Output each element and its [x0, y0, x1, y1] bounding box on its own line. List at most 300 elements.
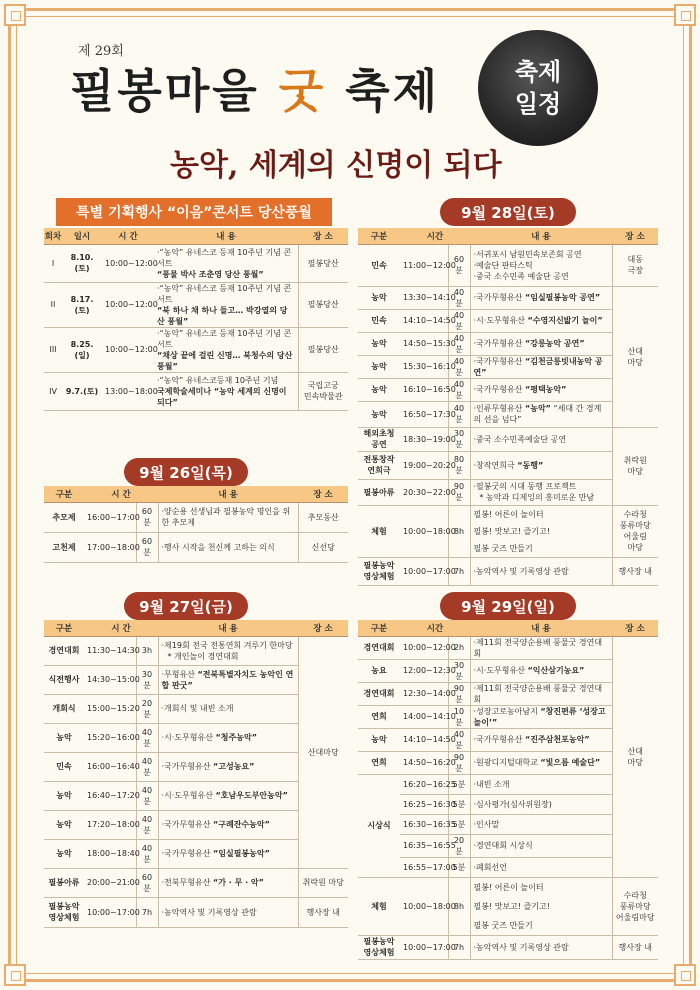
content-line: ·예술단 판타스틱 [473, 260, 533, 270]
content-pre: ·필봉굿의 시대 동행 프로젝트 [473, 482, 577, 491]
duration: 7h [136, 897, 158, 927]
content-line: 필봉! 어른이 놀이터 [473, 882, 544, 892]
category: 농악 [44, 781, 84, 810]
content [158, 781, 298, 810]
duration: 40분 [136, 723, 158, 752]
col-header: 구분 [44, 620, 84, 636]
content: ·농악역사 및 기록영상 관람 [158, 897, 298, 927]
content-pre: ·국가무형유산 [473, 735, 523, 744]
time: 10:00~18:00 [400, 505, 448, 557]
content [470, 877, 612, 935]
content-pre: ·전북무형유산 [161, 878, 211, 887]
content [154, 372, 298, 410]
category: 식전행사 [44, 665, 84, 694]
category: 농악 [358, 378, 400, 401]
content-line: 필봉! 어른이 놀이터 [473, 509, 544, 519]
duration: 60분 [136, 868, 158, 897]
content-sub: * 개인놀이 경연대회 [167, 651, 239, 661]
time: 16:35~16:55 [400, 834, 448, 857]
duration: 90분 [448, 682, 470, 705]
duration: 40분 [448, 332, 470, 355]
time: 10:00~17:00 [84, 897, 136, 927]
duration: 90분 [448, 751, 470, 774]
time: 16:10~16:50 [400, 378, 448, 401]
content [154, 282, 298, 327]
content [154, 244, 298, 282]
col-header: 내 용 [158, 620, 298, 636]
title-date: 9월 29일 [461, 597, 527, 616]
content-pre: ·시·도무형유산 [161, 733, 213, 742]
content [470, 505, 612, 557]
col-header: 시 간 [102, 228, 154, 244]
time: 14:30~15:00 [84, 665, 136, 694]
date: 9.7.(토) [62, 372, 102, 410]
category: 농악 [358, 728, 400, 751]
place: 필봉당산 [298, 327, 348, 372]
place: 행사장 내 [612, 557, 658, 585]
duration: 60분 [136, 502, 158, 532]
duration: 60분 [136, 532, 158, 562]
category: 개회식 [44, 694, 84, 723]
content [158, 665, 298, 694]
col-header: 구분 [44, 486, 84, 502]
content-pre: ·원광디지털대학교 [473, 758, 538, 767]
content-main: “전북특별자치도 농악인 연합 판굿” [161, 669, 294, 690]
title-date: 9월 26일 [139, 463, 205, 482]
time: 16:25~16:30 [400, 794, 448, 814]
category: 필봉아류 [358, 479, 400, 505]
duration: 8h [448, 877, 470, 935]
duration: 8h [448, 505, 470, 557]
content: ·농악역사 및 기록영상 관람 [470, 557, 612, 585]
content-pre: ·국가무형유산 [473, 339, 523, 348]
corner-ornament [4, 4, 26, 26]
time: 16:30~16:35 [400, 814, 448, 834]
duration: 40분 [136, 781, 158, 810]
logo-part: 축제 [345, 64, 441, 118]
duration: 20분 [136, 694, 158, 723]
special-event-table [44, 228, 348, 411]
category: 농악 [358, 401, 400, 427]
place: 산대마당 [298, 636, 348, 868]
table-row [44, 372, 348, 410]
day29-title [440, 592, 576, 620]
special-event-title: 특별 기획행사 “이음”콘서트 당산풍월 [56, 198, 332, 226]
table-row [358, 505, 658, 557]
content [470, 286, 612, 309]
logo-part: 필봉마을 [70, 64, 260, 118]
content-pre: ·“농악” 유네스코 등재 10주년 기념 콘서트 [157, 247, 292, 268]
time: 17:20~18:00 [84, 810, 136, 839]
content [154, 327, 298, 372]
duration: 60분 [448, 244, 470, 286]
content-pre: ·성장고로농아남지 [473, 706, 538, 716]
content [470, 309, 612, 332]
category: 경연대회 [358, 682, 400, 705]
category: 농악 [358, 355, 400, 378]
col-header: 회차 [44, 228, 62, 244]
col-header: 내 용 [470, 228, 612, 244]
col-header: 장 소 [298, 486, 348, 502]
time: 12:30~14:00 [400, 682, 448, 705]
day27-title [124, 592, 248, 620]
content: ·심사평가(심사위원장) [470, 794, 612, 814]
time: 20:30~22:00 [400, 479, 448, 505]
category: 해외초청 공연 [358, 427, 400, 451]
table-row [358, 877, 658, 935]
content-pre: ·인류무형유산 [473, 404, 523, 413]
content [158, 839, 298, 868]
content [158, 636, 298, 665]
category: 필봉농악 영상체험 [358, 935, 400, 959]
duration: 40분 [448, 728, 470, 751]
festival-logo [70, 55, 440, 121]
time: 13:00~18:00 [102, 372, 154, 410]
duration: 40분 [448, 378, 470, 401]
content [470, 705, 612, 728]
time: 16:00~17:00 [84, 502, 136, 532]
edition-label: 제 29회 [78, 44, 124, 59]
place: 산대 마당 [612, 286, 658, 427]
col-header: 시 간 [84, 486, 158, 502]
date: 8.10.(토) [62, 244, 102, 282]
duration: 3h [136, 636, 158, 665]
round: I [44, 244, 62, 282]
table-row [358, 286, 658, 309]
time: 14:10~14:50 [400, 309, 448, 332]
content [470, 355, 612, 378]
category: 연희 [358, 751, 400, 774]
content [470, 479, 612, 505]
time: 19:00~20:20 [400, 451, 448, 479]
day26-title [124, 458, 248, 486]
badge-line: 일정 [514, 90, 562, 118]
time: 16:40~17:20 [84, 781, 136, 810]
duration: 5분 [448, 774, 470, 794]
duration: 40분 [448, 401, 470, 427]
duration: 40분 [448, 286, 470, 309]
corner-ornament [674, 4, 696, 26]
table-row [44, 327, 348, 372]
content: ·중국 소수민족예술단 공연 [470, 427, 612, 451]
content-main: “익산삼기농요” [527, 666, 585, 675]
content-main: “채상 끝에 걸린 신명… 북청수의 당산 풍월” [157, 350, 293, 371]
content: ·개회식 및 내빈 소개 [158, 694, 298, 723]
content-sub: * 농악과 디제잉의 흥미로운 만남 [479, 493, 595, 502]
place: 수라청 풍류마당 어울림마당 [612, 877, 658, 935]
schedule-badge [478, 30, 598, 146]
time: 10:00~12:00 [102, 282, 154, 327]
duration: 7h [448, 935, 470, 959]
time: 10:00~12:00 [102, 244, 154, 282]
time: 18:30~19:00 [400, 427, 448, 451]
slogan: 농악, 세계의 신명이 되다 [170, 148, 502, 183]
corner-ornament [4, 964, 26, 986]
duration: 30분 [136, 665, 158, 694]
content [158, 752, 298, 781]
col-header: 시 간 [84, 620, 158, 636]
duration: 40분 [448, 355, 470, 378]
content: ·행사 시작을 천신께 고하는 의식 [158, 532, 298, 562]
content-line: ·중국 소수민족 예술단 공연 [473, 271, 569, 281]
duration: 2h [448, 636, 470, 659]
category: 농악 [44, 839, 84, 868]
time: 11:00~12:00 [400, 244, 448, 286]
content-main: “가 · 무 · 악” [212, 878, 264, 887]
content-main: “구례잔수농악” [212, 820, 270, 829]
content-main: “김천금릉빗내농악 공연” [473, 356, 603, 377]
day29-table [358, 620, 658, 960]
time: 15:20~16:00 [84, 723, 136, 752]
round: III [44, 327, 62, 372]
col-header: 구분 [358, 228, 400, 244]
col-header: 장 소 [612, 228, 658, 244]
col-header: 장 소 [298, 620, 348, 636]
title-date: 9월 28일 [461, 203, 527, 222]
col-header: 내 용 [470, 620, 612, 636]
time: 10:00~17:00 [400, 935, 448, 959]
col-header: 시간 [400, 620, 470, 636]
duration: 90분 [448, 479, 470, 505]
content-pre: ·국가무형유산 [161, 820, 211, 829]
table-row [44, 502, 348, 532]
content-pre: ·시·도무형유산 [473, 316, 525, 325]
category: 시상식 [358, 774, 400, 877]
category: 고천제 [44, 532, 84, 562]
table-row [44, 282, 348, 327]
content-pre: ·국가무형유산 [161, 762, 211, 771]
content [470, 659, 612, 682]
time: 10:00~17:00 [400, 557, 448, 585]
content: ·인사말 [470, 814, 612, 834]
title-day: (금) [204, 597, 233, 616]
content: ·내빈 소개 [470, 774, 612, 794]
category: 연희 [358, 705, 400, 728]
table-row [44, 868, 348, 897]
duration: 40분 [136, 810, 158, 839]
time: 14:10~14:50 [400, 728, 448, 751]
content-pre: ·“농악” 유네스코 등재 10주년 기념 콘서트 [157, 328, 292, 349]
category: 농요 [358, 659, 400, 682]
time: 10:00~12:00 [102, 327, 154, 372]
time: 16:50~17:30 [400, 401, 448, 427]
content-main: “북 하나 채 하나 들고… 박강열의 당산 풍월” [157, 305, 288, 326]
content-main: “청주농악” [215, 733, 257, 742]
table-row [358, 636, 658, 659]
content-pre: ·제19회 전국 전통연희 겨루기 한마당 [161, 640, 293, 650]
content-line: ·서귀포시 남원민속보존회 공연 [473, 249, 582, 259]
duration: 30분 [448, 427, 470, 451]
col-header: 구분 [358, 620, 400, 636]
content-main: “임실필봉농악” [212, 849, 270, 858]
time: 12:00~12:30 [400, 659, 448, 682]
col-header: 내 용 [158, 486, 298, 502]
duration: 40분 [136, 752, 158, 781]
time: 17:00~18:00 [84, 532, 136, 562]
content-pre: ·“농악” 유네스코등재 10주년 기념 [157, 375, 279, 385]
content-main: “평택농악” [524, 385, 567, 394]
place: 행사장 내 [298, 897, 348, 927]
place: 대동 극장 [612, 244, 658, 286]
category: 민속 [358, 309, 400, 332]
table-row [358, 935, 658, 959]
duration: 80분 [448, 451, 470, 479]
content-pre: ·창작연희극 [473, 460, 515, 470]
duration: 7h [448, 557, 470, 585]
day28-table [358, 228, 658, 586]
col-header: 시간 [400, 228, 470, 244]
duration: 40분 [136, 839, 158, 868]
content [470, 378, 612, 401]
content-main: “빛으름 예술단” [540, 758, 601, 767]
day26-table [44, 486, 348, 563]
content-main: 국제학술세미나 “농악 세계의 신명이 되다” [157, 386, 287, 407]
content-main: “진주삼천포농악” [524, 735, 590, 744]
content-pre: ·“농악” 유네스코 등재 10주년 기념 콘서트 [157, 283, 292, 304]
table-row [44, 532, 348, 562]
title-date: 9월 27일 [139, 597, 205, 616]
table-row [358, 427, 658, 451]
content-pre: ·시·도무형유산 [161, 791, 213, 800]
place: 국립고궁 민속박물관 [298, 372, 348, 410]
time: 14:50~15:30 [400, 332, 448, 355]
place: 행사장 내 [612, 935, 658, 959]
col-header: 장 소 [298, 228, 348, 244]
category: 농악 [358, 332, 400, 355]
category: 민속 [44, 752, 84, 781]
category: 경연대회 [358, 636, 400, 659]
content [158, 868, 298, 897]
title-day: (토) [526, 203, 555, 222]
table-row [44, 897, 348, 927]
content: ·경연대회 시상식 [470, 834, 612, 857]
title-day: (일) [526, 597, 555, 616]
content-main: “창진편류 ‘성장고놀이’” [473, 706, 606, 727]
content [158, 723, 298, 752]
duration: 5분 [448, 794, 470, 814]
content-pre: ·시·도무형유산 [473, 666, 525, 675]
content [158, 810, 298, 839]
category: 농악 [358, 286, 400, 309]
content [470, 728, 612, 751]
time: 16:00~16:40 [84, 752, 136, 781]
time: 18:00~18:40 [84, 839, 136, 868]
category: 필봉농악 영상체험 [358, 557, 400, 585]
content [470, 332, 612, 355]
content [470, 451, 612, 479]
place: 필봉당산 [298, 244, 348, 282]
time: 16:20~16:25 [400, 774, 448, 794]
content-line: 필봉! 맛보고! 즐기고! [473, 901, 551, 911]
category: 체험 [358, 505, 400, 557]
corner-ornament [674, 964, 696, 986]
content: ·제11회 전국양순용배 풍물굿 경연대회 [470, 636, 612, 659]
category: 민속 [358, 244, 400, 286]
duration: 20분 [448, 834, 470, 857]
duration: 5분 [448, 814, 470, 834]
round: II [44, 282, 62, 327]
title-day: (목) [204, 463, 233, 482]
col-header: 일시 [62, 228, 102, 244]
place: 추모동산 [298, 502, 348, 532]
category: 추모제 [44, 502, 84, 532]
time: 16:55~17:00 [400, 857, 448, 877]
place: 산대 마당 [612, 636, 658, 877]
content-main: “동행” [517, 460, 544, 470]
content-main: “고성농요” [212, 762, 255, 771]
content: ·폐회선언 [470, 857, 612, 877]
place: 수라청 풍류마당 어울림 마당 [612, 505, 658, 557]
place: 취락원 마당 [612, 427, 658, 505]
category: 농악 [44, 810, 84, 839]
content [470, 751, 612, 774]
time: 15:00~15:20 [84, 694, 136, 723]
table-row [44, 244, 348, 282]
category: 필봉농악 영상체험 [44, 897, 84, 927]
content-pre: ·국가무형유산 [473, 385, 523, 394]
content: ·농악역사 및 기록영상 관람 [470, 935, 612, 959]
time: 14:50~16:20 [400, 751, 448, 774]
category: 체험 [358, 877, 400, 935]
content-pre: ·무형유산 [161, 669, 195, 679]
category: 전통창작 연희극 [358, 451, 400, 479]
badge-line: 축제 [514, 58, 562, 86]
time: 10:00~18:00 [400, 877, 448, 935]
content-main: “농악” [524, 404, 551, 413]
content-main: “임실필봉농악 공연” [524, 293, 601, 302]
category: 필봉아류 [44, 868, 84, 897]
content-post: “세대 간 경계의 선을 넘다” [473, 404, 602, 424]
place: 필봉당산 [298, 282, 348, 327]
col-header: 장 소 [612, 620, 658, 636]
time: 15:30~16:10 [400, 355, 448, 378]
content-line: 필봉 굿즈 만들기 [473, 920, 533, 930]
place: 신선당 [298, 532, 348, 562]
content-pre: ·국가무형유산 [473, 293, 523, 302]
content [470, 401, 612, 427]
content-main: “강릉농악 공연” [524, 339, 585, 348]
content-main: “수영지신밟기 놀이” [527, 316, 603, 325]
logo-part-accent: 굿 [278, 64, 327, 118]
content-main: “호남우도부안농악” [215, 791, 288, 800]
time: 13:30~14:10 [400, 286, 448, 309]
category: 경연대회 [44, 636, 84, 665]
duration: 5분 [448, 857, 470, 877]
duration: 40분 [448, 309, 470, 332]
table-row [358, 244, 658, 286]
col-header: 내 용 [154, 228, 298, 244]
content-line: 필봉 굿즈 만들기 [473, 543, 533, 553]
content-main: “풍물 박사 조춘영 당산 풍월” [157, 269, 264, 279]
content: ·양순용 선생님과 필봉농악 명인을 위한 추모제 [158, 502, 298, 532]
content: ·제11회 전국양순용배 풍물굿 경연대회 [470, 682, 612, 705]
date: 8.25.(일) [62, 327, 102, 372]
content-pre: ·국가무형유산 [161, 849, 211, 858]
time: 11:30~14:30 [84, 636, 136, 665]
content [470, 244, 612, 286]
time: 20:00~21:00 [84, 868, 136, 897]
round: IV [44, 372, 62, 410]
duration: 10분 [448, 705, 470, 728]
content-pre: ·국가무형유산 [473, 356, 523, 366]
table-row [358, 557, 658, 585]
day28-title [440, 198, 576, 226]
category: 농악 [44, 723, 84, 752]
table-row [44, 636, 348, 665]
time: 14:00~14:10 [400, 705, 448, 728]
date: 8.17.(토) [62, 282, 102, 327]
day27-table [44, 620, 348, 928]
